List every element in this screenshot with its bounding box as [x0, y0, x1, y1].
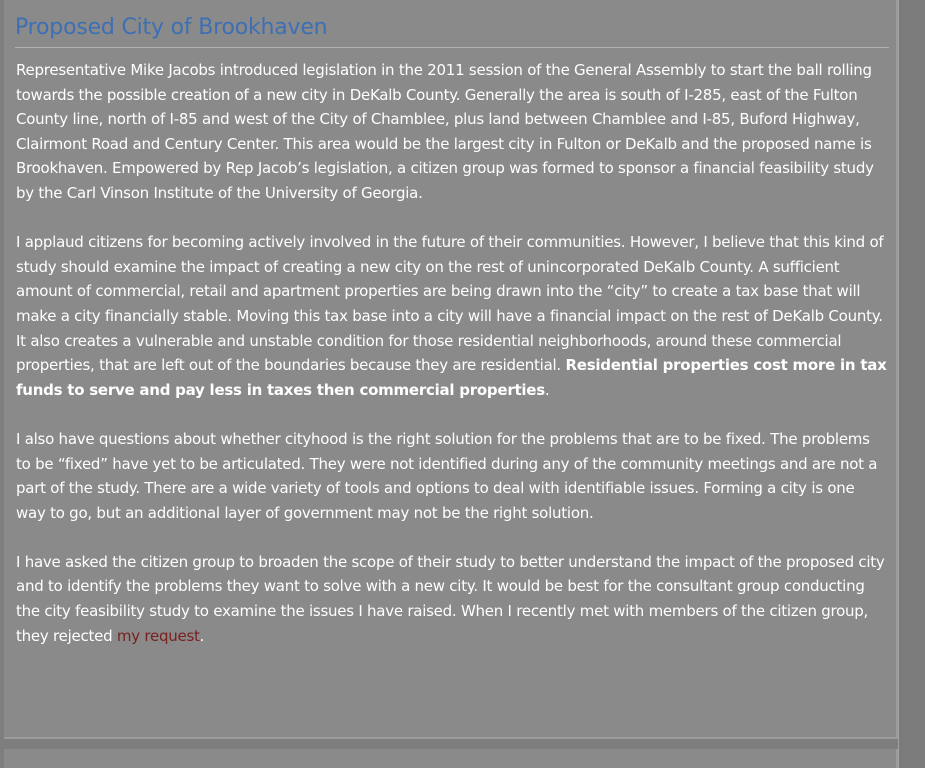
- paragraph-4: [16, 550, 888, 648]
- paragraph-4-text: I have asked the citizen group to broaden the scope of their study to better understand the impact of the proposed city and to identify the problems they want to solve with a new city. It would be best for the consultant group conducting the city feasibility study to examine the issues I have raised. When I recently met with members of the citizen group, they rejected: [16, 552, 885, 645]
- right-gutter: [898, 0, 925, 768]
- paragraph-2-end: .: [544, 380, 550, 399]
- my-request-link[interactable]: my request: [116, 626, 200, 645]
- article-body: [16, 58, 888, 648]
- paragraph-2-text: I applaud citizens for becoming actively involved in the future of their communities. However, I believe that this kind of study should examine the impact of creating a new city on the rest of unincorporated DeKalb County. A sufficient amount of commercial, retail and apartment properties are being drawn into the “city” to create a tax base that will make a city financially stable. Moving this tax base into a city will have a financial impact on the rest of DeKalb County. It also creates a vulnerable and unstable condition for those residential neighborhoods, around these commercial properties, that are left out of the boundaries because they are residential.: [16, 233, 884, 375]
- paragraph-4-end: .: [199, 626, 205, 645]
- bottom-panel: [4, 749, 898, 768]
- paragraph-1: Representative Mike Jacobs introduced legislation in the 2011 session of the General Assembly to start the ball rolling towards the possible creation of a new city in DeKalb County. Generally the area is south of I-285, east of the Fulton County line, north of I-85 and west of the City of Chamblee, plus land between Chamblee and I-85, Buford Highway, Clairmont Road and Century Center. This area would be the largest city in Fulton or DeKalb and the proposed name is Brookhaven. Empowered by Rep Jacob’s legislation, a citizen group was formed to sponsor a financial feasibility study by the Carl Vinson Institute of the University of Georgia.: [16, 61, 874, 202]
- paragraph-2: [16, 230, 888, 402]
- page-title: Proposed City of Brookhaven: [15, 15, 328, 40]
- paragraph-3: I also have questions about whether cityhood is the right solution for the problems that are to be fixed. The problems to be “fixed” have yet to be articulated. They were not identified during any of the community meetings and are not a part of the study. There are a wide variety of tools and options to deal with identifiable issues. Forming a city is one way to go, but an additional layer of government may not be the right solution.: [16, 429, 878, 522]
- article-panel: [4, 0, 898, 739]
- title-divider: [15, 47, 889, 48]
- paragraph-2-bold: Residential properties cost more in tax funds to serve and pay less in taxes then commercial properties: [16, 356, 887, 399]
